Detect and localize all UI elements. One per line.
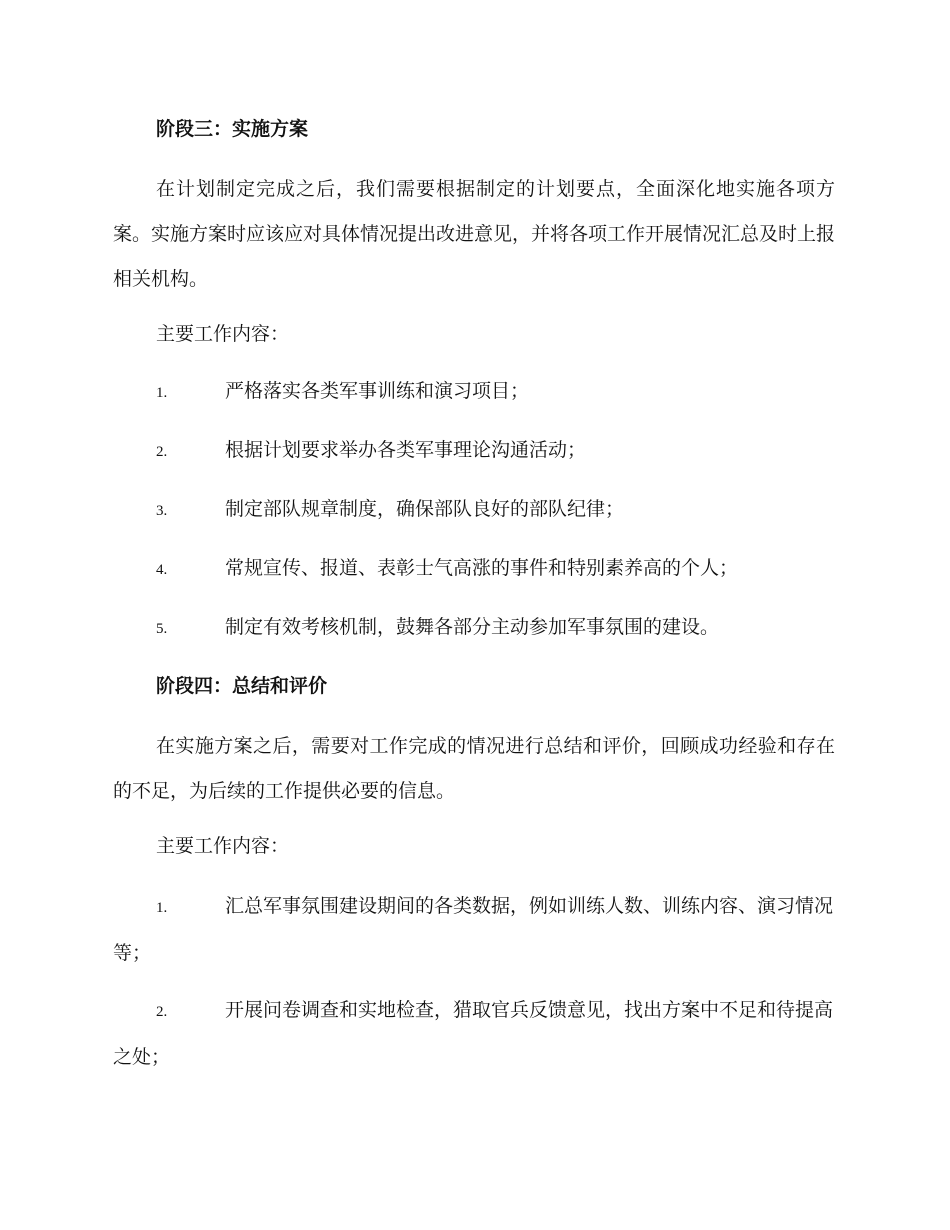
section-intro-4: 在实施方案之后，需要对工作完成的情况进行总结和评价，回顾成功经验和存在的不足，为后续的工作提供必要的信息。 bbox=[113, 735, 835, 802]
work-content-label-4: 主要工作内容： bbox=[156, 835, 290, 857]
list-item bbox=[113, 608, 835, 648]
list-item-number: 2. bbox=[156, 1004, 168, 1020]
list-item-text: 开展问卷调查和实地检查，猎取官兵反馈意见，找出方案中不足和待提高之处； bbox=[113, 999, 834, 1068]
list-item bbox=[113, 490, 835, 530]
list-item-number: 5. bbox=[156, 621, 168, 637]
document-page bbox=[113, 110, 835, 1092]
section-intro-3: 在计划制定完成之后，我们需要根据制定的计划要点，全面深化地实施各项方案。实施方案时应该应对具体情况提出改进意见，并将各项工作开展情况汇总及时上报相关机构。 bbox=[113, 178, 836, 290]
list-item-number: 1. bbox=[156, 385, 168, 401]
list-item-text: 常规宣传、报道、表彰士气高涨的事件和特别素养高的个人； bbox=[225, 557, 739, 579]
section-heading-4: 阶段四：总结和评价 bbox=[156, 675, 328, 697]
list-item bbox=[113, 549, 835, 589]
list-item-number: 3. bbox=[156, 503, 168, 519]
list-item bbox=[113, 372, 835, 412]
list-item-number: 2. bbox=[156, 444, 168, 460]
list-item-text: 制定有效考核机制，鼓舞各部分主动参加军事氛围的建设。 bbox=[225, 616, 720, 638]
list-item bbox=[113, 988, 835, 1080]
list-item-text: 根据计划要求举办各类军事理论沟通活动； bbox=[225, 439, 587, 461]
section-heading-3: 阶段三：实施方案 bbox=[156, 118, 309, 140]
list-item bbox=[113, 884, 835, 976]
list-item-number: 1. bbox=[156, 900, 168, 916]
list-item-text: 严格落实各类军事训练和演习项目； bbox=[225, 380, 530, 402]
work-content-label-3: 主要工作内容： bbox=[156, 323, 290, 345]
list-item-text: 制定部队规章制度，确保部队良好的部队纪律； bbox=[225, 498, 625, 520]
list-item-text: 汇总军事氛围建设期间的各类数据，例如训练人数、训练内容、演习情况等； bbox=[113, 895, 834, 964]
list-item-number: 4. bbox=[156, 562, 168, 578]
list-item bbox=[113, 431, 835, 471]
